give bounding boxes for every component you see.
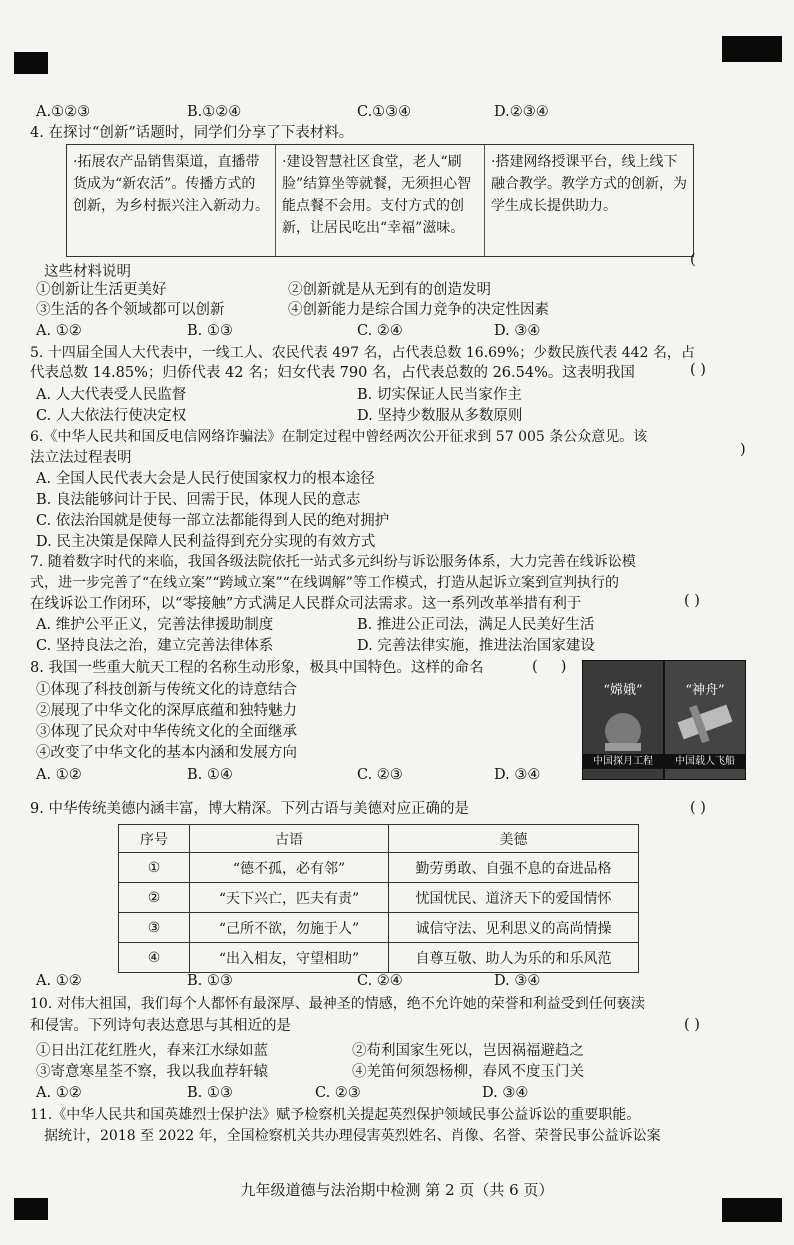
registration-mark	[722, 36, 782, 62]
q10-option-c: C. ②③	[315, 1085, 361, 1101]
answer-bracket: ( )	[690, 362, 706, 378]
row-saying: “己所不欲，勿施于人”	[190, 913, 389, 943]
header-saying: 古语	[190, 825, 389, 853]
q10-option-d: D. ③④	[482, 1085, 529, 1101]
answer-bracket: )	[740, 442, 746, 458]
q3-option-d: D.②③④	[494, 104, 549, 120]
row-saying: “出入相友，守望相助”	[190, 943, 389, 973]
q4-option-c: C. ②④	[357, 323, 403, 339]
q7-stem-line3: 在线诉讼工作闭环，以“零接触”方式满足人民群众司法需求。这一系列改革举措有利于	[30, 596, 582, 612]
q4-card-1: ·拓展农产品销售渠道，直播带货成为“新农活”。传播方式的创新，为乡村振兴注入新动力。	[67, 145, 276, 256]
photo-caption: 中国探月工程	[583, 754, 663, 769]
row-virtue: 勤劳勇敢、自强不息的奋进品格	[389, 853, 639, 883]
q6-option-b: B. 良法能够问计于民、回需于民，体现人民的意志	[36, 492, 361, 508]
shenzhou-spacecraft-photo	[664, 660, 746, 780]
q6-stem-line2: 法立法过程表明	[30, 450, 132, 466]
q4-statement-1: ①创新让生活更美好	[36, 282, 167, 298]
q10-statement-4: ④羌笛何须怨杨柳，春风不度玉门关	[352, 1064, 584, 1080]
q10-option-a: A. ①②	[36, 1085, 82, 1101]
table-row	[119, 883, 639, 913]
row-virtue: 诚信守法、见利思义的高尚情操	[389, 913, 639, 943]
q11-stem-line1: 11.《中华人民共和国英雄烈士保护法》赋予检察机关提起英烈保护领域民事公益诉讼的重要职能。	[30, 1107, 641, 1123]
page-footer: 九年级道德与法治期中检测 第 2 页（共 6 页）	[240, 1181, 554, 1199]
registration-mark	[14, 1198, 48, 1220]
q4-material-table	[66, 144, 694, 257]
registration-mark	[14, 52, 48, 74]
row-number: ③	[119, 913, 190, 943]
q9-option-d: D. ③④	[494, 973, 541, 989]
q4-stem: 4. 在探讨“创新”话题时，同学们分享了下表材料。	[30, 125, 354, 141]
row-saying: “德不孤，必有邻”	[190, 853, 389, 883]
q3-option-c: C.①③④	[357, 104, 412, 120]
virtue-table	[118, 824, 639, 973]
header-number: 序号	[119, 825, 190, 853]
row-virtue: 自尊互敬、助人为乐的和乐风范	[389, 943, 639, 973]
q9-option-b: B. ①③	[187, 973, 233, 989]
q3-option-b: B.①②④	[187, 104, 242, 120]
q8-option-a: A. ①②	[36, 767, 82, 783]
q5-stem-line1: 5. 十四届全国人大代表中，一线工人、农民代表 497 名，占代表总数 16.69%；少数民族代表 442 名，占	[30, 345, 695, 361]
table-row	[119, 943, 639, 973]
answer-bracket: ( )	[690, 800, 706, 816]
q5-option-d: D. 坚持少数服从多数原则	[357, 408, 523, 424]
q4-option-a: A. ①②	[36, 323, 82, 339]
q11-stem-line2: 据统计，2018 至 2022 年，全国检察机关共办理侵害英烈姓名、肖像、名誉、荣誉民事公益诉讼案	[44, 1128, 661, 1144]
q6-option-a: A. 全国人民代表大会是人民行使国家权力的根本途径	[36, 471, 375, 487]
q8-option-d: D. ③④	[494, 767, 541, 783]
q4-lead: 这些材料说明	[44, 264, 131, 280]
q8-statement-2: ②展现了中华文化的深厚底蕴和独特魅力	[36, 703, 297, 719]
q5-option-c: C. 人大依法行使决定权	[36, 408, 187, 424]
table-row	[119, 913, 639, 943]
q4-option-d: D. ③④	[494, 323, 541, 339]
q6-stem-line1: 6.《中华人民共和国反电信网络诈骗法》在制定过程中曾经两次公开征求到 57 005 条公众意见。该	[30, 429, 648, 445]
q4-statement-3: ③生活的各个领域都可以创新	[36, 302, 225, 318]
q8-statement-4: ④改变了中华文化的基本内涵和发展方向	[36, 745, 297, 761]
answer-bracket: ( )	[532, 659, 567, 675]
q4-card-2: ·建设智慧社区食堂，老人“刷脸”结算坐等就餐，无须担心智能点餐不会用。支付方式的创新，让居民吃出“幸福”滋味。	[276, 145, 485, 256]
q9-stem: 9. 中华传统美德内涵丰富，博大精深。下列古语与美德对应正确的是	[30, 801, 469, 817]
row-number: ④	[119, 943, 190, 973]
answer-bracket: ( )	[684, 593, 700, 609]
row-virtue: 忧国忧民、道济天下的爱国情怀	[389, 883, 639, 913]
row-number: ①	[119, 853, 190, 883]
q10-statement-3: ③寄意寒星荃不察，我以我血荐轩辕	[36, 1064, 268, 1080]
q8-stem: 8. 我国一些重大航天工程的名称生动形象，极具中国特色。这样的命名	[30, 660, 484, 676]
q10-option-b: B. ①③	[187, 1085, 233, 1101]
header-virtue: 美德	[389, 825, 639, 853]
row-saying: “天下兴亡，匹夫有责”	[190, 883, 389, 913]
q5-stem-line2: 代表总数 14.85%；归侨代表 42 名；妇女代表 790 名，占代表总数的 26.54%。这表明我国	[30, 365, 635, 381]
q10-statement-1: ①日出江花红胜火，春来江水绿如蓝	[36, 1043, 268, 1059]
change-lunar-photo	[582, 660, 664, 780]
q4-option-b: B. ①③	[187, 323, 233, 339]
q7-option-b: B. 推进公正司法，满足人民美好生活	[357, 617, 595, 633]
q7-option-d: D. 完善法律实施，推进法治国家建设	[357, 638, 595, 654]
q4-statement-4: ④创新能力是综合国力竞争的决定性因素	[288, 302, 549, 318]
answer-bracket: (	[690, 252, 696, 268]
q8-statement-1: ①体现了科技创新与传统文化的诗意结合	[36, 682, 297, 698]
q8-statement-3: ③体现了民众对中华传统文化的全面继承	[36, 724, 297, 740]
q4-card-3: ·搭建网络授课平台，线上线下融合教学。教学方式的创新，为学生成长提供助力。	[491, 154, 687, 214]
q7-stem-line1: 7. 随着数字时代的来临，我国各级法院依托一站式多元纠纷与诉讼服务体系，大力完善在线诉讼模	[30, 554, 636, 570]
q5-option-a: A. 人大代表受人民监督	[36, 387, 187, 403]
q7-stem-line2: 式，进一步完善了“在线立案”“跨域立案”“在线调解”等工作模式，打造从起诉立案到宣判执行的	[30, 575, 619, 591]
q9-option-c: C. ②④	[357, 973, 403, 989]
q10-stem-line2: 和侵害。下列诗句表达意思与其相近的是	[30, 1018, 291, 1034]
q7-option-a: A. 维护公平正义，完善法律援助制度	[36, 617, 274, 633]
q10-statement-2: ②苟利国家生死以，岂因祸福避趋之	[352, 1043, 584, 1059]
row-number: ②	[119, 883, 190, 913]
registration-mark	[722, 1198, 782, 1222]
q3-option-a: A.①②③	[36, 104, 91, 120]
photo-caption: 中国载人飞船	[665, 754, 745, 769]
table-header-row	[119, 825, 639, 853]
photo-title: “神舟”	[685, 683, 725, 698]
q5-option-b: B. 切实保证人民当家作主	[357, 387, 522, 403]
table-row	[119, 853, 639, 883]
answer-bracket: ( )	[684, 1017, 700, 1033]
q6-option-d: D. 民主决策是保障人民利益得到充分实现的有效方式	[36, 534, 376, 550]
q7-option-c: C. 坚持良法之治，建立完善法律体系	[36, 638, 274, 654]
q10-stem-line1: 10. 对伟大祖国，我们每个人都怀有最深厚、最神圣的情感，绝不允许她的荣誉和利益受到任何亵渎	[30, 996, 645, 1012]
q8-option-c: C. ②③	[357, 767, 403, 783]
q4-statement-2: ②创新就是从无到有的创造发明	[288, 282, 491, 298]
q9-option-a: A. ①②	[36, 973, 82, 989]
photo-title: “嫦娥”	[603, 683, 643, 698]
q6-option-c: C. 依法治国就是使每一部立法都能得到人民的绝对拥护	[36, 513, 390, 529]
q8-option-b: B. ①④	[187, 767, 233, 783]
